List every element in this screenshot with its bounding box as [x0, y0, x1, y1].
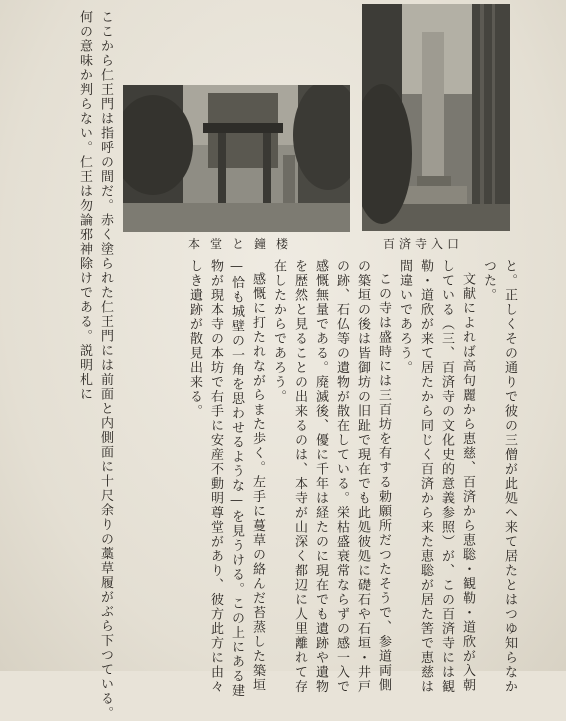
text-column: している（三、百済寺の文化史的意義参照）が、この百済寺には観 — [439, 259, 454, 694]
entrance-photo-caption: 百済寺入口 — [383, 237, 464, 251]
text-column: の築垣の後は皆御坊の旧趾で現在でも此処彼処に礎石や石垣・井戸 — [355, 259, 370, 694]
text-column: と。正しくその通りで彼の三僧が此処へ来て居たとはつゆ知らなか — [502, 259, 517, 694]
temple-bell-tower-image — [123, 85, 350, 232]
text-column: の跡、石仏等の遺物が散在している。栄枯盛衰常ならずの感一入で — [334, 259, 349, 694]
text-column: 物が現本寺の本坊で右手に安産不動明尊堂があり、彼方此方に由々 — [208, 259, 223, 694]
text-column: ここから仁王門は指呼の間だ。赤く塗られた仁王門には前面と内側面に十尺余りの藁草履がぶら下つている。 — [98, 10, 113, 721]
text-column: 勒・道欣が来て居たから同じく百済から来た恵聡が居た筈で恵慈は — [418, 259, 433, 694]
text-column: を歴然と見ることの出来るのは、本寺が山深く都辺に人里離れて存 — [292, 259, 307, 694]
text-column: 何の意味か判らない。仁王は勿論邪神除けである。説明札に — [77, 10, 92, 402]
text-column: 文献によれば高句麗から恵慈、百済から恵聡・観勒・道欣が入朝 — [460, 272, 475, 693]
text-column: この寺は盛時には三百坊を有する勅願所だつたそうで、参道両側 — [376, 272, 391, 693]
temple-bell-tower-photo — [123, 85, 350, 232]
text-column: しき遺跡が散見出来る。 — [187, 259, 202, 419]
text-column: —恰も城壁の一角を思わせるような—を見うける。この上にある建 — [229, 259, 244, 698]
temple-entrance-photo — [362, 4, 510, 231]
temple-entrance-image — [362, 4, 510, 231]
text-column: つた。 — [481, 259, 496, 303]
text-column: 感慨に打たれながらまた歩く。左手に蔓草の絡んだ苔蒸した築垣 — [250, 272, 265, 693]
temple-photo-caption: 本堂と鐘楼 — [188, 237, 299, 251]
text-column: 間違いであろう。 — [397, 259, 412, 375]
text-column: 在したからであろう。 — [271, 259, 286, 404]
text-column: 感慨無量である。廃滅後、優に千年は経たのに現在でも遺跡や遺物 — [313, 259, 328, 694]
